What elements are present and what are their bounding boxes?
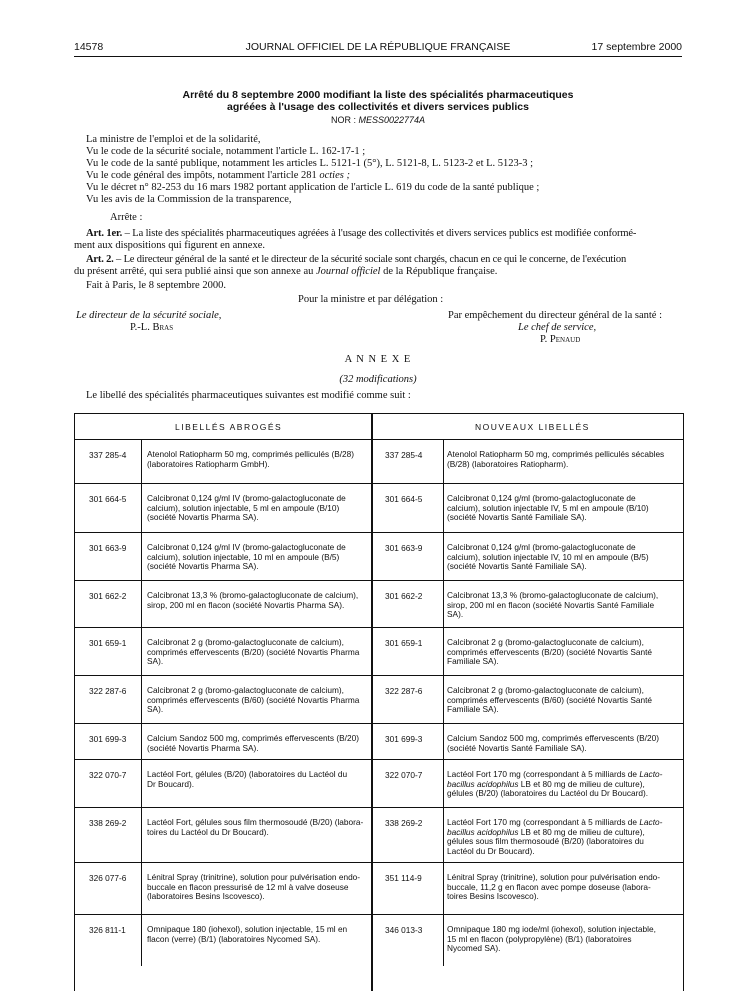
code-column-divider [141, 724, 142, 760]
new-label-line: gélules sous film thermosoudé (B/20) (laboratoires du [447, 836, 644, 847]
new-code-cell: 301 663-9 [385, 543, 423, 553]
new-label-line: (société Novartis Santé Familiale SA). [447, 561, 587, 572]
new-label-cell [447, 734, 677, 753]
old-label-line: Calcibronat 0,124 g/ml IV (bromo-galactogluconate de [147, 542, 346, 552]
new-label-cell [447, 494, 677, 523]
new-code-cell: 346 013-3 [385, 925, 423, 935]
old-code-cell: 337 285-4 [89, 450, 127, 460]
new-label-line: calcium), solution injectable IV, 10 ml en ampoule (B/5) [447, 551, 649, 562]
new-code-cell: 322 070-7 [385, 770, 423, 780]
old-code-cell: 301 664-5 [89, 494, 127, 504]
new-label-line: Calcibronat 0,124 g/ml (bromo-galactogluconate de [447, 542, 636, 552]
old-label-line: Calcium Sandoz 500 mg, comprimés effervescents (B/20) [147, 733, 359, 743]
signatory-right-role: Le chef de service, [518, 322, 597, 333]
header-nouveaux-libelles: NOUVEAUX LIBELLÉS [475, 422, 590, 432]
old-label-line: Omnipaque 180 (iohexol), solution injectable, 15 ml en [147, 924, 348, 934]
article-1-line-1 [86, 228, 682, 240]
new-label-line: Lactéol du Dr Boucard). [447, 845, 535, 856]
new-code-cell: 351 114-9 [385, 873, 422, 883]
new-code-cell: 338 269-2 [385, 818, 423, 828]
old-code-cell: 326 077-6 [89, 873, 127, 883]
old-label-cell [147, 770, 369, 789]
old-label-line: Lactéol Fort, gélules (B/20) (laboratoires du Lactéol du [147, 769, 348, 779]
code-column-divider [141, 581, 142, 628]
old-label-cell [147, 638, 369, 667]
signatory-right-name: P. Penaud [540, 334, 581, 345]
article-1-text: – La liste des spécialités pharmaceutiques agréées à l'usage des collectivités et divers services publics est modifiée conformé- [122, 228, 637, 239]
old-code-cell: 338 269-2 [89, 818, 127, 828]
new-label-line: 15 ml en flacon (polypropylène) (B/1) (laboratoires [447, 933, 632, 944]
article-1-line-2: ment aux dispositions qui figurent en annexe. [74, 240, 266, 251]
old-code-cell: 301 659-1 [89, 638, 127, 648]
table-row [75, 808, 683, 863]
new-label-line: bacillus acidophilus LB et 80 mg de milieu de culture), [447, 778, 645, 789]
annexe-title: A N N E X E [344, 354, 412, 365]
code-column-divider [141, 863, 142, 915]
old-label-line: comprimés effervescents (B/20) (société Novartis Pharma [147, 646, 360, 657]
nor-label: NOR : [330, 115, 356, 125]
old-label-cell [147, 494, 369, 523]
table-row [75, 863, 683, 915]
new-label-line: Lactéol Fort 170 mg (correspondant à 5 milliards de Lacto- [447, 817, 663, 827]
code-column-divider [443, 915, 444, 966]
old-label-line: calcium), solution injectable, 10 ml en ampoule (B/5) [147, 551, 340, 562]
new-code-cell: 301 659-1 [385, 638, 423, 648]
new-label-line: Omnipaque 180 mg iode/ml (iohexol), solution injectable, [447, 924, 656, 934]
signatory-left-name: P.-L. Bras [130, 322, 174, 333]
modifications-table [74, 413, 684, 991]
code-column-divider [141, 533, 142, 581]
new-code-cell: 301 699-3 [385, 734, 423, 744]
article-2-line-1 [86, 254, 682, 266]
old-label-line: (société Novartis Pharma SA). [147, 561, 259, 572]
old-label-cell [147, 818, 369, 837]
old-label-cell [147, 686, 369, 715]
old-label-line: Atenolol Ratiopharm 50 mg, comprimés pelliculés (B/28) [147, 449, 355, 459]
new-label-line: Calcium Sandoz 500 mg, comprimés effervescents (B/20) [447, 733, 659, 743]
new-label-line: Calcibronat 2 g (bromo-galactogluconate de calcium), [447, 685, 644, 695]
new-label-line: (société Novartis Santé Familiale SA). [447, 512, 587, 523]
code-column-divider [141, 628, 142, 676]
new-label-line: Lénitral Spray (trinitrine), solution pour pulvérisation endo- [447, 872, 661, 882]
code-column-divider [443, 484, 444, 533]
new-code-cell: 337 285-4 [385, 450, 423, 460]
code-column-divider [443, 628, 444, 676]
code-column-divider [443, 581, 444, 628]
header-libelles-abroges: LIBELLÉS ABROGÉS [175, 422, 283, 432]
old-label-line: SA). [147, 704, 164, 715]
old-label-line: toires du Lactéol du Dr Boucard). [147, 826, 269, 837]
code-column-divider [141, 440, 142, 484]
old-label-line: Dr Boucard). [147, 778, 195, 789]
new-label-line: Calcibronat 2 g (bromo-galactogluconate de calcium), [447, 637, 644, 647]
article-2-text-c: de la République française. [380, 266, 498, 277]
old-label-line: flacon (verre) (B/1) (laboratoires Nycomed SA). [147, 933, 321, 944]
table-row [75, 440, 683, 484]
new-label-line: Nycomed SA). [447, 943, 501, 954]
new-label-line: sirop, 200 ml en flacon (société Novartis Santé Familiale [447, 599, 655, 610]
table-row [75, 724, 683, 760]
new-code-cell: 301 664-5 [385, 494, 423, 504]
preamble-line-1: La ministre de l'emploi et de la solidarité, [86, 134, 261, 145]
code-column-divider [141, 676, 142, 724]
old-label-cell [147, 873, 369, 902]
new-label-cell [447, 770, 677, 799]
decree-title-line1: Arrêté du 8 septembre 2000 modifiant la liste des spécialités pharmaceutiques [182, 89, 574, 101]
new-label-cell [447, 450, 677, 469]
old-code-cell: 322 287-6 [89, 686, 127, 696]
new-label-cell [447, 543, 677, 572]
code-column-divider [141, 808, 142, 863]
code-column-divider [443, 760, 444, 808]
journal-officiel-italic: Journal officiel [316, 266, 381, 277]
old-label-line: comprimés effervescents (B/60) (société Novartis Pharma [147, 694, 360, 705]
fait-a-paris: Fait à Paris, le 8 septembre 2000. [86, 280, 226, 291]
new-label-line: (B/28) (laboratoires Ratiopharm). [447, 458, 569, 469]
code-column-divider [141, 760, 142, 808]
new-label-cell [447, 873, 677, 902]
new-label-line: Familiale SA). [447, 704, 499, 715]
old-label-cell [147, 450, 369, 469]
preamble-line-5: Vu le décret n° 82-253 du 16 mars 1982 portant application de l'article L. 619 du code de la santé publique ; [86, 182, 540, 193]
table-row [75, 533, 683, 581]
old-label-cell [147, 925, 369, 944]
page-number: 14578 [74, 41, 104, 53]
new-label-cell [447, 818, 677, 856]
journal-name: JOURNAL OFFICIEL DE LA RÉPUBLIQUE FRANÇAISE [245, 41, 511, 53]
old-label-line: Lénitral Spray (trinitrine), solution pour pulvérisation endo- [147, 872, 361, 882]
old-label-line: sirop, 200 ml en flacon (société Novartis Pharma SA). [147, 599, 345, 610]
decree-title-line2: agréées à l'usage des collectivités et divers services publics [227, 101, 529, 113]
table-row [75, 628, 683, 676]
article-2-label: Art. 2. [86, 254, 114, 265]
article-1-label: Art. 1er. [86, 228, 123, 239]
preamble-line-6: Vu les avis de la Commission de la transparence, [86, 194, 292, 205]
header-rule [74, 56, 682, 57]
old-label-line: (laboratoires Ratiopharm GmbH). [147, 458, 270, 469]
article-2-line-2 [74, 266, 497, 278]
new-label-line: buccale, 11,2 g en flacon avec pompe doseuse (labora- [447, 881, 651, 892]
new-label-line: Atenolol Ratiopharm 50 mg, comprimés pelliculés sécables [447, 449, 665, 459]
old-label-cell [147, 543, 369, 572]
old-label-line: (société Novartis Pharma SA). [147, 512, 259, 523]
old-label-line: calcium), solution injectable, 5 ml en ampoule (B/10) [147, 502, 340, 513]
new-label-cell [447, 591, 677, 620]
preamble-line-2: Vu le code de la sécurité sociale, notamment l'article L. 162-17-1 ; [86, 146, 366, 157]
old-label-line: Calcibronat 13,3 % (bromo-galactogluconate de calcium), [147, 590, 359, 600]
new-label-line: Calcibronat 13,3 % (bromo-galactogluconate de calcium), [447, 590, 659, 600]
code-column-divider [443, 863, 444, 915]
signatory-right-line1: Par empêchement du directeur général de la santé : [448, 310, 662, 321]
article-2-text: – Le directeur général de la santé et le directeur de la sécurité sociale sont chargés, chacun en ce qui le concerne, de l'exécution [113, 254, 627, 265]
old-label-cell [147, 591, 369, 610]
annexe-intro: Le libellé des spécialités pharmaceutiques suivantes est modifié comme suit : [86, 390, 411, 401]
old-label-line: Calcibronat 2 g (bromo-galactogluconate de calcium), [147, 637, 344, 647]
arrete-label: Arrête : [110, 212, 143, 223]
code-column-divider [443, 676, 444, 724]
article-2-text-a: du présent arrêté, qui sera publié ainsi que son annexe au [74, 266, 316, 277]
new-label-line: Familiale SA). [447, 656, 499, 667]
new-label-line: bacillus acidophilus LB et 80 mg de milieu de culture), [447, 826, 645, 837]
preamble-line-4 [86, 170, 350, 182]
new-code-cell: 322 287-6 [385, 686, 423, 696]
old-label-line: (laboratoires Besins Iscovesco). [147, 891, 265, 902]
table-row [75, 484, 683, 533]
table-row [75, 760, 683, 808]
new-label-line: (société Novartis Santé Familiale SA). [447, 742, 587, 753]
old-code-cell: 301 662-2 [89, 591, 127, 601]
nor-value: MESS0022774A [358, 115, 426, 125]
table-row [75, 915, 683, 966]
old-label-line: Lactéol Fort, gélules sous film thermosoudé (B/20) (labora- [147, 817, 364, 827]
old-label-line: (société Novartis Pharma SA). [147, 742, 259, 753]
code-column-divider [443, 724, 444, 760]
nor-reference [74, 115, 682, 125]
table-row [75, 581, 683, 628]
new-label-line: Lactéol Fort 170 mg (correspondant à 5 milliards de Lacto- [447, 769, 663, 779]
new-code-cell: 301 662-2 [385, 591, 423, 601]
old-code-cell: 322 070-7 [89, 770, 127, 780]
new-label-line: comprimés effervescents (B/60) (société Novartis Santé [447, 694, 653, 705]
old-label-cell [147, 734, 369, 753]
new-label-cell [447, 638, 677, 667]
new-label-line: SA). [447, 609, 464, 620]
preamble-line-4-text: Vu le code général des impôts, notamment l'article 281 [86, 170, 317, 181]
old-code-cell: 301 699-3 [89, 734, 127, 744]
code-column-divider [141, 484, 142, 533]
old-label-line: Calcibronat 2 g (bromo-galactogluconate de calcium), [147, 685, 344, 695]
delegation-line: Pour la ministre et par délégation : [298, 294, 444, 305]
new-label-line: calcium), solution injectable IV, 5 ml en ampoule (B/10) [447, 502, 649, 513]
old-label-line: SA). [147, 656, 164, 667]
code-column-divider [443, 440, 444, 484]
preamble-line-3: Vu le code de la santé publique, notamment les articles L. 5121-1 (5°), L. 5121-8, L. 5123-2 et L. 5123-3 ; [86, 158, 534, 169]
new-label-line: Calcibronat 0,124 g/ml (bromo-galactogluconate de [447, 493, 636, 503]
table-row [75, 676, 683, 724]
issue-date: 17 septembre 2000 [591, 41, 682, 53]
old-code-cell: 326 811-1 [89, 925, 126, 935]
new-label-cell [447, 925, 677, 954]
signatory-left-role: Le directeur de la sécurité sociale, [76, 310, 222, 321]
old-label-line: Calcibronat 0,124 g/ml IV (bromo-galactogluconate de [147, 493, 346, 503]
old-label-line: buccale en flacon pressurisé de 12 ml à valve doseuse [147, 881, 349, 892]
new-label-cell [447, 686, 677, 715]
old-code-cell: 301 663-9 [89, 543, 127, 553]
code-column-divider [443, 808, 444, 863]
code-column-divider [443, 533, 444, 581]
annexe-subtitle: (32 modifications) [339, 374, 417, 385]
new-label-line: comprimés effervescents (B/20) (société Novartis Santé [447, 646, 653, 657]
preamble-octies: octies ; [319, 170, 350, 181]
new-label-line: toires Besins Iscovesco). [447, 891, 539, 902]
code-column-divider [141, 915, 142, 966]
new-label-line: gélules (B/20) (laboratoires du Lactéol du Dr Boucard). [447, 788, 649, 799]
